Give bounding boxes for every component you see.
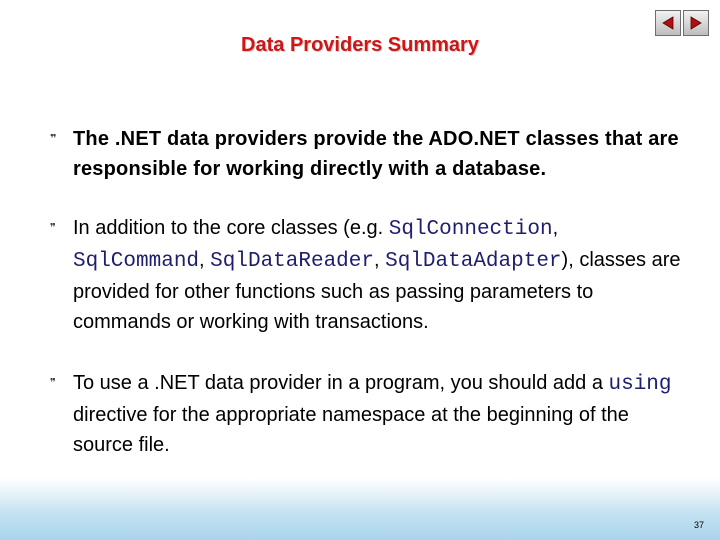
bottom-gradient-band — [0, 478, 720, 540]
bullet-icon: ❞ — [50, 221, 56, 234]
bullet-item — [50, 124, 690, 184]
slide-navigation — [655, 10, 710, 36]
bullet-text: In addition to the core classes (e.g. — [73, 217, 389, 239]
left-triangle-icon — [660, 15, 676, 31]
slide-title: Data Providers Summary — [241, 34, 479, 56]
bullet-item — [50, 213, 690, 337]
bullet-icon: ❞ — [50, 376, 56, 389]
bullet-text: The .NET data providers provide the ADO.NET classes that are responsible for working directly with a database. — [73, 128, 679, 180]
previous-slide-button[interactable] — [655, 10, 681, 36]
next-slide-button[interactable] — [683, 10, 709, 36]
bullet-text: To use a .NET data provider in a program, you should add a — [73, 372, 609, 394]
bullet-item — [50, 368, 690, 460]
bullet-text: ), classes are provided for other functions such as passing parameters to commands or working with transactions. — [73, 249, 681, 333]
bullet-text: directive for the appropriate namespace at the beginning of the source file. — [73, 404, 629, 456]
code-sqlconnection: SqlConnection — [388, 218, 553, 241]
bullet-text: , — [373, 249, 386, 271]
code-sqldatareader: SqlDataReader — [210, 250, 374, 273]
code-using: using — [608, 373, 672, 396]
code-sqldataadapter: SqlDataAdapter — [385, 250, 562, 273]
bullet-list — [50, 124, 690, 460]
right-triangle-icon — [688, 15, 704, 31]
bullet-text: , — [552, 217, 559, 239]
page-number: 37 — [693, 520, 704, 530]
bullet-text: , — [199, 249, 211, 271]
code-sqlcommand: SqlCommand — [73, 250, 200, 273]
bullet-icon: ❞ — [50, 132, 57, 145]
